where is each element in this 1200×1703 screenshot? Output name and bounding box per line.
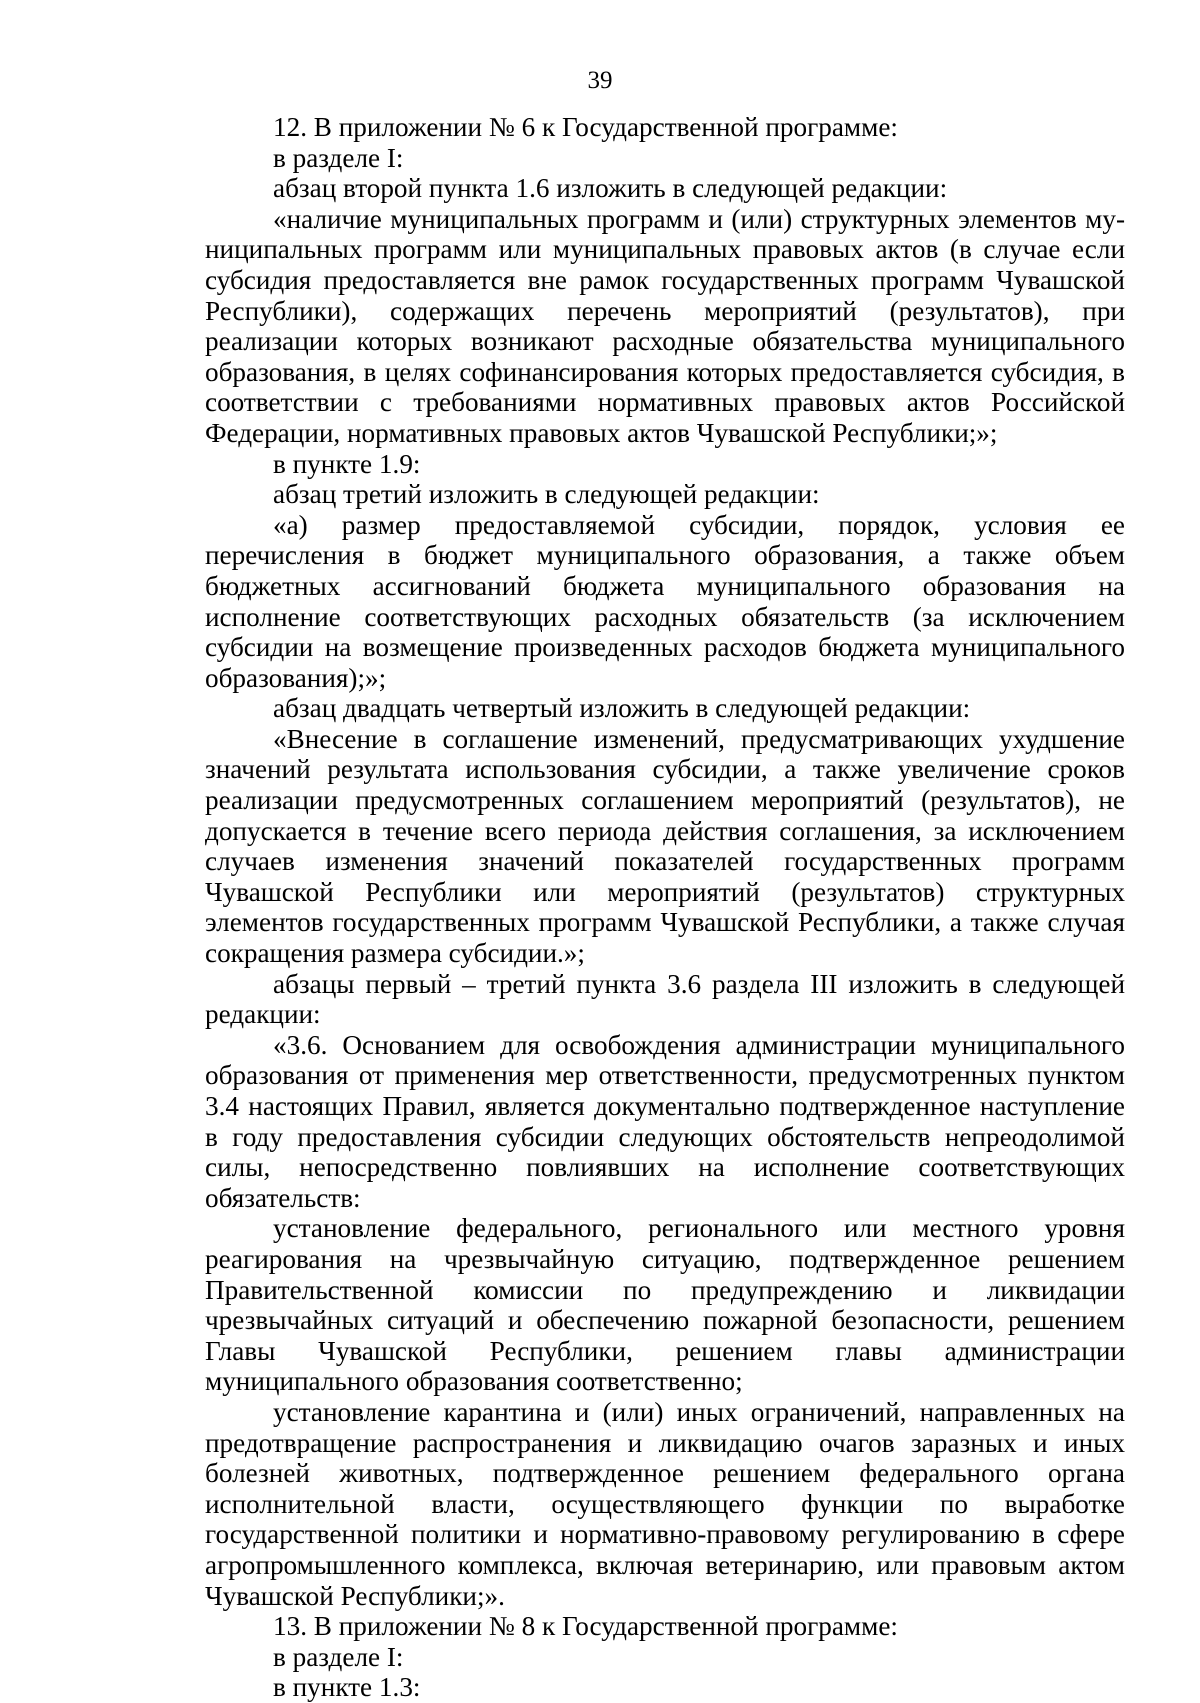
paragraph-item-13-heading: 13. В приложении № 8 к Государственной программе:	[273, 1611, 898, 1642]
paragraph-instruction-3-6: абзацы первый – третий пункта 3.6 раздела III изложить в следующей редакции:	[205, 968, 1125, 1030]
paragraph-instruction-24th: абзац двадцать четвертый изложить в следующей редакции:	[273, 693, 971, 724]
paragraph-item-12-heading: 12. В приложении № 6 к Государственной программе:	[273, 112, 898, 142]
paragraph-section-i-2: в разделе I:	[273, 1641, 404, 1672]
paragraph-quote-agreement-changes: «Внесение в соглашение изменений, предусматривающих ухудшение значений результата использования субсидии, а также увеличение сроков реализации предусмотренных соглашением мероприятий (результатов), не допускается в течение всего периода действия соглашения, за исключением случаев изменения значений показателей государственных программ Чувашской Республики или мероприятий (результатов) структурных элементов государственных программ Чувашской Республики, а также случая сокращения размера субсидии.»;	[205, 723, 1125, 969]
paragraph-quote-1-6: «наличие муниципальных программ и (или) структурных элементов муниципальных программ или муниципальных правовых актов (в случае если субсидия предоставляется вне рамок государственных программ Чувашской Республики), содержащих перечень мероприятий (результатов), при реализации которых возникают расходные обязательства муниципального образования, в целях софинансирования которых предоставляется субсидия, в соответствии с требованиями нормативных правовых актов Российской Федерации, нормативных правовых актов Чувашской Республики;»;	[205, 203, 1125, 448]
paragraph-point-1-9: в пункте 1.9:	[273, 448, 421, 479]
paragraph-quote-3-6: «3.6. Основанием для освобождения администрации муниципального образования от применения мер ответственности, предусмотренных пунктом 3.4 настоящих Правил, является документально подтвержденное наступление в году предоставления субсидии следующих обстоятельств непреодолимой силы, непосредственно повлиявших на исполнение соответствующих обязательств:	[205, 1029, 1125, 1213]
paragraph-instruction-third: абзац третий изложить в следующей редакции:	[273, 479, 820, 510]
paragraph-quote-a: «а) размер предоставляемой субсидии, порядок, условия ее перечисления в бюджет муниципального образования, а также объем бюджетных ассигнований бюджета муниципального образования на исполнение соответствующих расходных обязательств (за исключением субсидии на возмещение произведенных расходов бюджета муниципального образования);»;	[205, 509, 1125, 693]
document-body	[205, 112, 1125, 1703]
paragraph-quarantine: установление карантина и (или) иных ограничений, направленных на предотвращение распространения и ликвидацию очагов заразных и иных болезней животных, подтвержденное решением федерального органа исполнительной власти, осуществляющего функции по выработке государственной политики и нормативно-правовому регулированию в сфере агропромышленного комплекса, включая ветеринарию, или правовым актом Чувашской Республики;».	[205, 1396, 1125, 1611]
paragraph-point-1-3: в пункте 1.3:	[273, 1672, 421, 1703]
paragraph-section-i: в разделе I:	[273, 142, 404, 173]
paragraph-instruction-1-6: абзац второй пункта 1.6 изложить в следующей редакции:	[273, 173, 948, 204]
paragraph-emergency-response: установление федерального, регионального или местного уровня реагирования на чрезвычайную ситуацию, подтвержденное решением Правительственной комиссии по предупреждению и ликвидации чрезвычайных ситуаций и обеспечению пожарной безопасности, решением Главы Чувашской Республики, решением главы администрации муниципального образования соответственно;	[205, 1213, 1125, 1397]
page-number: 39	[587, 67, 613, 94]
